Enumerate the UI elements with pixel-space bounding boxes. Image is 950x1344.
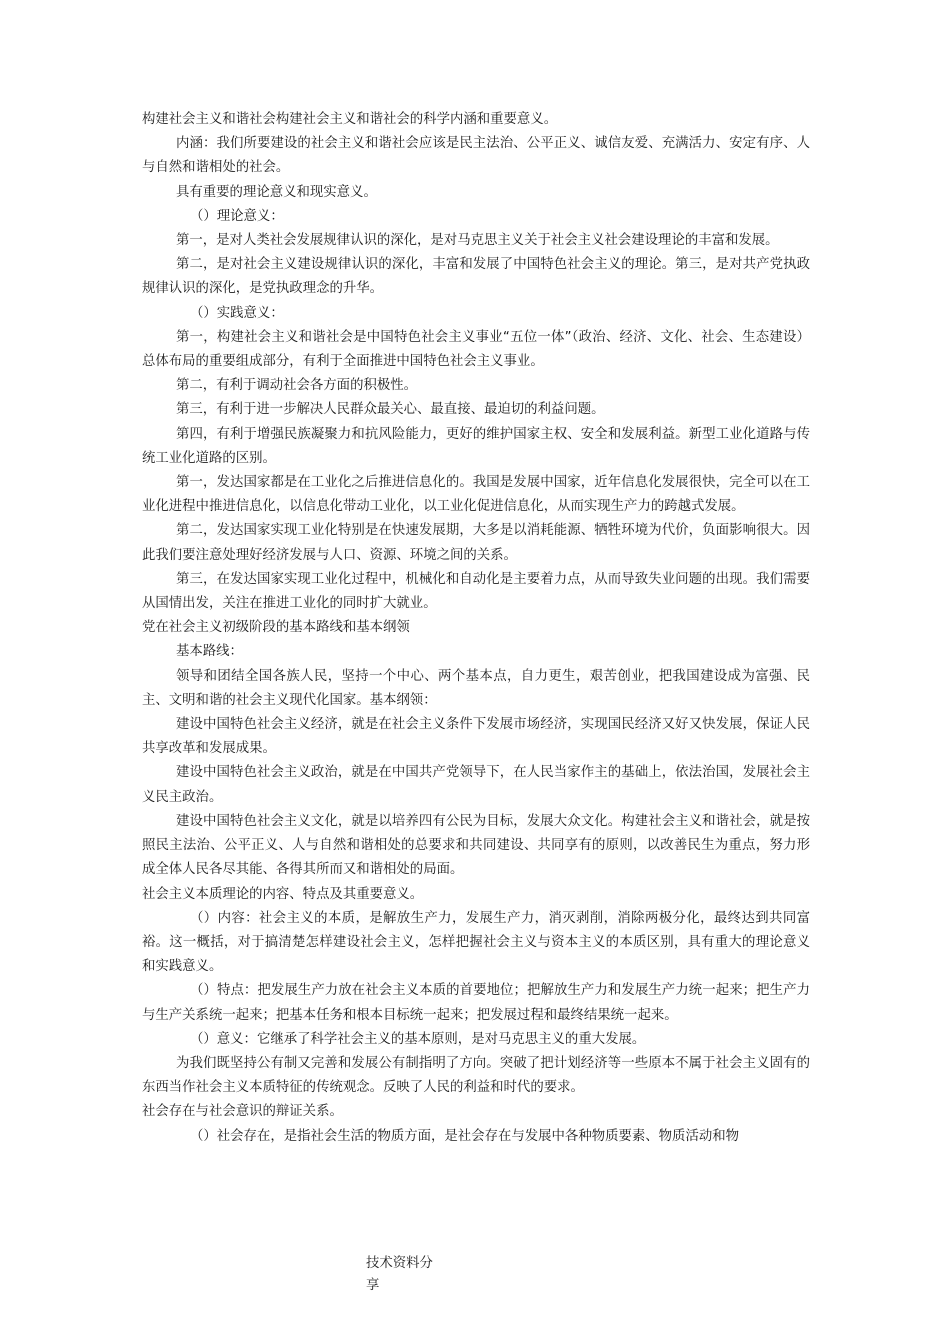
- document-body: [142, 108, 810, 1149]
- paragraph: 基本路线：: [176, 644, 243, 660]
- paragraph: 建设中国特色社会主义政治，就是在中国共产党领导下，在人民当家作主的基础上，依法治国，发展社会主义民主政治。: [142, 765, 810, 805]
- paragraph: 第一，发达国家都是在工业化之后推进信息化的。我国是发展中国家，近年信息化发展很快，完全可以在工业化进程中推进信息化，以信息化带动工业化，以工业化促进信息化，从而实现生产力的跨越式发展。: [142, 475, 810, 515]
- paragraph: 建设中国特色社会主义文化，就是以培养四有公民为目标，发展大众文化。构建社会主义和谐社会，就是按照民主法治、公平正义、人与自然和谐相处的总要求和共同建设、共同享有的原则，以改善民生为重点，努力形成全体人民各尽其能、各得其所而又和谐相处的局面。: [142, 813, 810, 878]
- paragraph: 第一，是对人类社会发展规律认识的深化，是对马克思主义关于社会主义社会建设理论的丰富和发展。: [176, 233, 779, 249]
- paragraph: 建设中国特色社会主义经济，就是在社会主义条件下发展市场经济，实现国民经济又好又快发展，保证人民共享改革和发展成果。: [142, 717, 810, 757]
- paragraph: （）内容：社会主义的本质，是解放生产力，发展生产力，消灭剥削，消除两极分化，最终达到共同富裕。这一概括，对于搞清楚怎样建设社会主义，怎样把握社会主义与资本主义的本质区别，具有重大的理论意义和实践意义。: [142, 910, 810, 975]
- paragraph: 第二，是对社会主义建设规律认识的深化，丰富和发展了中国特色社会主义的理论。第三，是对共产党执政规律认识的深化，是党执政理念的升华。: [142, 257, 810, 297]
- paragraph: （）理论意义：: [190, 208, 284, 224]
- paragraph: 为我们既坚持公有制又完善和发展公有制指明了方向。突破了把计划经济等一些原本不属于社会主义固有的东西当作社会主义本质特征的传统观念。反映了人民的利益和时代的要求。: [142, 1055, 810, 1096]
- paragraph: 第二，发达国家实现工业化特别是在快速发展期，大多是以消耗能源、牺牲环境为代价，负面影响很大。因此我们要注意处理好经济发展与人口、资源、环境之间的关系。: [142, 523, 810, 563]
- paragraph: 第三，在发达国家实现工业化过程中，机械化和自动化是主要着力点，从而导致失业问题的出现。我们需要从国情出发，关注在推进工业化的同时扩大就业。: [142, 571, 810, 612]
- paragraph: （）意义：它继承了科学社会主义的基本原则，是对马克思主义的重大发展。: [190, 1031, 646, 1047]
- paragraph: 第四，有利于增强民族凝聚力和抗风险能力，更好的维护国家主权、安全和发展利益。新型工业化道路与传统工业化道路的区别。: [142, 426, 810, 466]
- paragraph: 第一，构建社会主义和谐社会是中国特色社会主义事业“五位一体”（政治、经济、文化、社会、生态建设）总体布局的重要组成部分，有利于全面推进中国特色社会主义事业。: [142, 329, 810, 370]
- paragraph: 具有重要的理论意义和现实意义。: [176, 184, 377, 200]
- paragraph: 社会主义本质理论的内容、特点及其重要意义。: [142, 886, 424, 902]
- page-footer: 技术资料分享: [366, 1256, 433, 1293]
- paragraph: 第三，有利于进一步解决人民群众最关心、最直接、最迫切的利益问题。: [176, 402, 605, 418]
- paragraph: （）特点：把发展生产力放在社会主义本质的首要地位；把解放生产力和发展生产力统一起来；把生产力与生产关系统一起来；把基本任务和根本目标统一起来；把发展过程和最终结果统一起来。: [142, 983, 810, 1023]
- paragraph: 第二，有利于调动社会各方面的积极性。: [176, 378, 418, 394]
- paragraph: 领导和团结全国各族人民，坚持一个中心、两个基本点，自力更生，艰苦创业，把我国建设成为富强、民主、文明和谐的社会主义现代化国家。基本纲领：: [142, 668, 810, 708]
- paragraph: （）社会存在，是指社会生活的物质方面，是社会存在与发展中各种物质要素、物质活动和物: [190, 1128, 740, 1144]
- paragraph: （）实践意义：: [190, 305, 284, 321]
- paragraph: 内涵：我们所要建设的社会主义和谐社会应该是民主法治、公平正义、诚信友爱、充满活力、安定有序、人与自然和谐相处的社会。: [142, 136, 810, 176]
- paragraph: 社会存在与社会意识的辩证关系。: [142, 1104, 343, 1120]
- paragraph: 构建社会主义和谐社会构建社会主义和谐社会的科学内涵和重要意义。: [142, 112, 558, 127]
- paragraph: 党在社会主义初级阶段的基本路线和基本纲领: [142, 620, 410, 636]
